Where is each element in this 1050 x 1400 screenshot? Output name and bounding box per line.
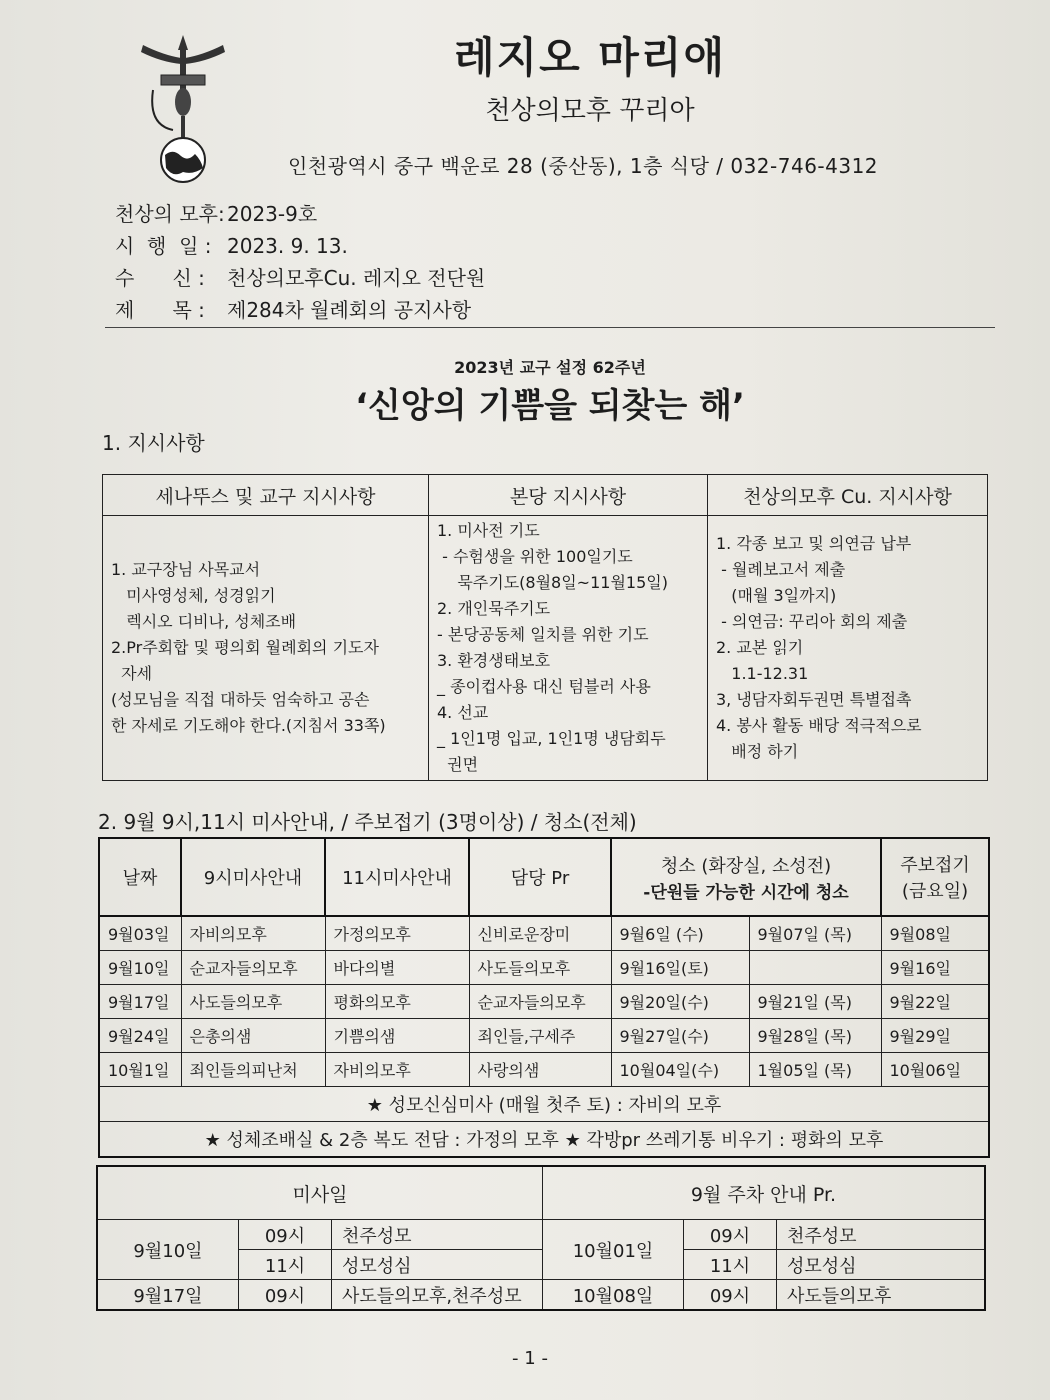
cell <box>749 951 881 985</box>
meta-value: 천상의모후Cu. 레지오 전단원 <box>227 266 486 290</box>
directive-line: 2. 교본 읽기 <box>716 638 804 657</box>
meta-row-issue <box>115 198 317 227</box>
directive-line: 렉시오 디비나, 성체조배 <box>111 612 297 631</box>
cell: 10월08일 <box>543 1280 684 1311</box>
cell: 09시 <box>684 1220 777 1250</box>
note-row <box>99 1122 989 1158</box>
note-row <box>99 1087 989 1122</box>
meta-row-date <box>115 230 348 259</box>
directive-line: 1. 각종 보고 및 의연금 납부 <box>716 534 912 553</box>
cell: 자비의모후 <box>325 1053 469 1087</box>
table-row <box>99 916 989 951</box>
cell: 9월17일 <box>99 985 181 1019</box>
cell: 죄인들,구세주 <box>469 1019 611 1053</box>
cell: 11시 <box>239 1250 332 1280</box>
directive-line: (매월 3일까지) <box>716 586 837 605</box>
cell: 평화의모후 <box>325 985 469 1019</box>
directive-line: 4. 봉사 활동 배당 적극적으로 <box>716 716 922 735</box>
cell: 9월27일(수) <box>611 1019 749 1053</box>
schedule-header-line: -단원들 가능한 시간에 청소 <box>643 882 849 903</box>
schedule-header: 담당 Pr <box>469 838 611 916</box>
star-note: ★ 성모신심미사 (매월 첫주 토) : 자비의 모후 <box>99 1087 989 1122</box>
directive-line: 배정 하기 <box>716 742 799 761</box>
document-title: 레지오 마리애 <box>453 33 727 82</box>
directive-line: 자세 <box>111 664 153 683</box>
cell: 9월20일(수) <box>611 985 749 1019</box>
directive-line: 3. 환경생태보호 <box>437 651 551 670</box>
address: 인천광역시 중구 백운로 28 (중산동), 1층 식당 / 032-746-4312 <box>288 154 879 178</box>
directives-table <box>102 474 988 781</box>
directive-line: 묵주기도(8월8일~11월15일) <box>437 573 668 592</box>
cell: 9월17일 <box>97 1280 239 1311</box>
cell: 9월24일 <box>99 1019 181 1053</box>
cell: 순교자들의모후 <box>181 951 325 985</box>
star-note: ★ 성체조배실 & 2층 복도 전담 : 가정의 모후 ★ 각방pr 쓰레기통 비우기 : 평화의 모후 <box>99 1122 989 1158</box>
mass-schedule-table <box>98 837 990 1158</box>
meta-value: 2023-9호 <box>227 202 318 226</box>
schedule-header-line: (금요일) <box>901 881 969 902</box>
schedule-header: 9시미사안내 <box>181 838 325 916</box>
meta-row-subject <box>115 294 471 323</box>
directive-line: (성모님을 직접 대하듯 엄숙하고 공손 <box>111 690 370 709</box>
schedule-header: 11시미사안내 <box>325 838 469 916</box>
directive-line: - 의연금: 꾸리아 회의 제출 <box>716 612 908 631</box>
directive-line: 1. 교구장님 사목교서 <box>111 560 261 579</box>
directive-line: 2. 개인묵주기도 <box>437 599 551 618</box>
cell: 9월08일 <box>881 916 989 951</box>
cell: 사랑의샘 <box>469 1053 611 1087</box>
directives-col-parish <box>429 516 708 781</box>
cell: 9월16일(토) <box>611 951 749 985</box>
meta-key: 제 목 : <box>115 298 205 322</box>
cell: 사도들의모후,천주성모 <box>332 1280 543 1311</box>
directive-line: 2.Pr주회합 및 평의회 월례회의 기도자 <box>111 638 379 657</box>
cell: 9월03일 <box>99 916 181 951</box>
cell: 9월22일 <box>881 985 989 1019</box>
cell: 09시 <box>684 1280 777 1311</box>
directive-line: 미사영성체, 성경읽기 <box>111 586 276 605</box>
cell: 1월05일 (목) <box>749 1053 881 1087</box>
slogan: ‘신앙의 기쁨을 되찾는 해’ <box>355 386 745 426</box>
directive-line: - 월례보고서 제출 <box>716 560 846 579</box>
cell: 바다의별 <box>325 951 469 985</box>
table-row <box>97 1280 985 1311</box>
cell: 9월29일 <box>881 1019 989 1053</box>
directive-line: _ 1인1명 입교, 1인1명 냉담회두 <box>437 729 666 748</box>
directive-line: - 수험생을 위한 100일기도 <box>437 547 633 566</box>
directive-line: 1. 미사전 기도 <box>437 521 540 540</box>
document-subtitle: 천상의모후 꾸리아 <box>485 96 695 126</box>
cell: 은총의샘 <box>181 1019 325 1053</box>
divider <box>105 327 995 328</box>
page-number: - 1 - <box>512 1348 548 1369</box>
cell: 사도들의모후 <box>181 985 325 1019</box>
cell: 죄인들의피난처 <box>181 1053 325 1087</box>
parking-guide-table <box>96 1165 986 1311</box>
cell: 사도들의모후 <box>777 1280 986 1311</box>
cell: 9월6일 (수) <box>611 916 749 951</box>
directive-line: _ 종이컵사용 대신 텀블러 사용 <box>437 677 651 696</box>
cell: 10월04일(수) <box>611 1053 749 1087</box>
table-row <box>99 1053 989 1087</box>
cell: 기쁨의샘 <box>325 1019 469 1053</box>
cell: 10월01일 <box>543 1220 684 1280</box>
cell: 성모성심 <box>332 1250 543 1280</box>
cell: 천주성모 <box>777 1220 986 1250</box>
meta-key: 시 행 일 : <box>115 234 212 258</box>
cell: 신비로운장미 <box>469 916 611 951</box>
cell: 10월1일 <box>99 1053 181 1087</box>
directive-line: - 본당공동체 일치를 위한 기도 <box>437 625 649 644</box>
meta-key: 수 신 : <box>115 266 205 290</box>
cell: 사도들의모후 <box>469 951 611 985</box>
cell: 천주성모 <box>332 1220 543 1250</box>
directives-header: 천상의모후 Cu. 지시사항 <box>708 475 988 516</box>
schedule-header-bulletin <box>881 838 989 916</box>
section2-title: 2. 9월 9시,11시 미사안내, / 주보접기 (3명이상) / 청소(전체) <box>98 810 637 834</box>
cell: 10월06일 <box>881 1053 989 1087</box>
meta-value: 2023. 9. 13. <box>227 234 348 258</box>
directives-col-curia <box>708 516 988 781</box>
cell: 9월16일 <box>881 951 989 985</box>
section1-title: 1. 지시사항 <box>102 431 205 455</box>
cell: 11시 <box>684 1250 777 1280</box>
directives-header: 본당 지시사항 <box>429 475 708 516</box>
cell: 9월10일 <box>99 951 181 985</box>
directives-col-diocese <box>103 516 429 781</box>
schedule-header: 날짜 <box>99 838 181 916</box>
table-row <box>97 1220 985 1250</box>
schedule-header-cleaning <box>611 838 881 916</box>
cell: 가정의모후 <box>325 916 469 951</box>
cell: 성모성심 <box>777 1250 986 1280</box>
schedule-header-line: 청소 (화장실, 소성전) <box>660 855 832 877</box>
parking-header-left: 미사일 <box>97 1166 543 1220</box>
directive-line: 4. 선교 <box>437 703 489 722</box>
meta-value: 제284차 월례회의 공지사항 <box>227 298 472 322</box>
directive-line: 1.1-12.31 <box>716 664 809 683</box>
cell: 09시 <box>239 1280 332 1311</box>
directive-line: 권면 <box>437 755 479 774</box>
cell: 자비의모후 <box>181 916 325 951</box>
cell: 9월10일 <box>97 1220 239 1280</box>
cell: 순교자들의모후 <box>469 985 611 1019</box>
table-row <box>99 1019 989 1053</box>
cell: 9월07일 (목) <box>749 916 881 951</box>
cell: 09시 <box>239 1220 332 1250</box>
cell: 9월21일 (목) <box>749 985 881 1019</box>
cell: 9월28일 (목) <box>749 1019 881 1053</box>
directives-header: 세나뚜스 및 교구 지시사항 <box>103 475 429 516</box>
directive-line: 한 자세로 기도해야 한다.(지침서 33쪽) <box>111 716 386 735</box>
meta-key: 천상의 모후: <box>115 202 225 226</box>
directive-line: 3, 냉담자회두권면 특별접촉 <box>716 690 912 709</box>
legion-emblem-icon <box>133 30 233 185</box>
meta-row-recipient <box>115 262 485 291</box>
table-row <box>99 985 989 1019</box>
anniversary-line: 2023년 교구 설정 62주년 <box>454 358 646 377</box>
table-row <box>99 951 989 985</box>
schedule-header-line: 주보접기 <box>900 855 970 876</box>
parking-header-right: 9월 주차 안내 Pr. <box>543 1166 986 1220</box>
